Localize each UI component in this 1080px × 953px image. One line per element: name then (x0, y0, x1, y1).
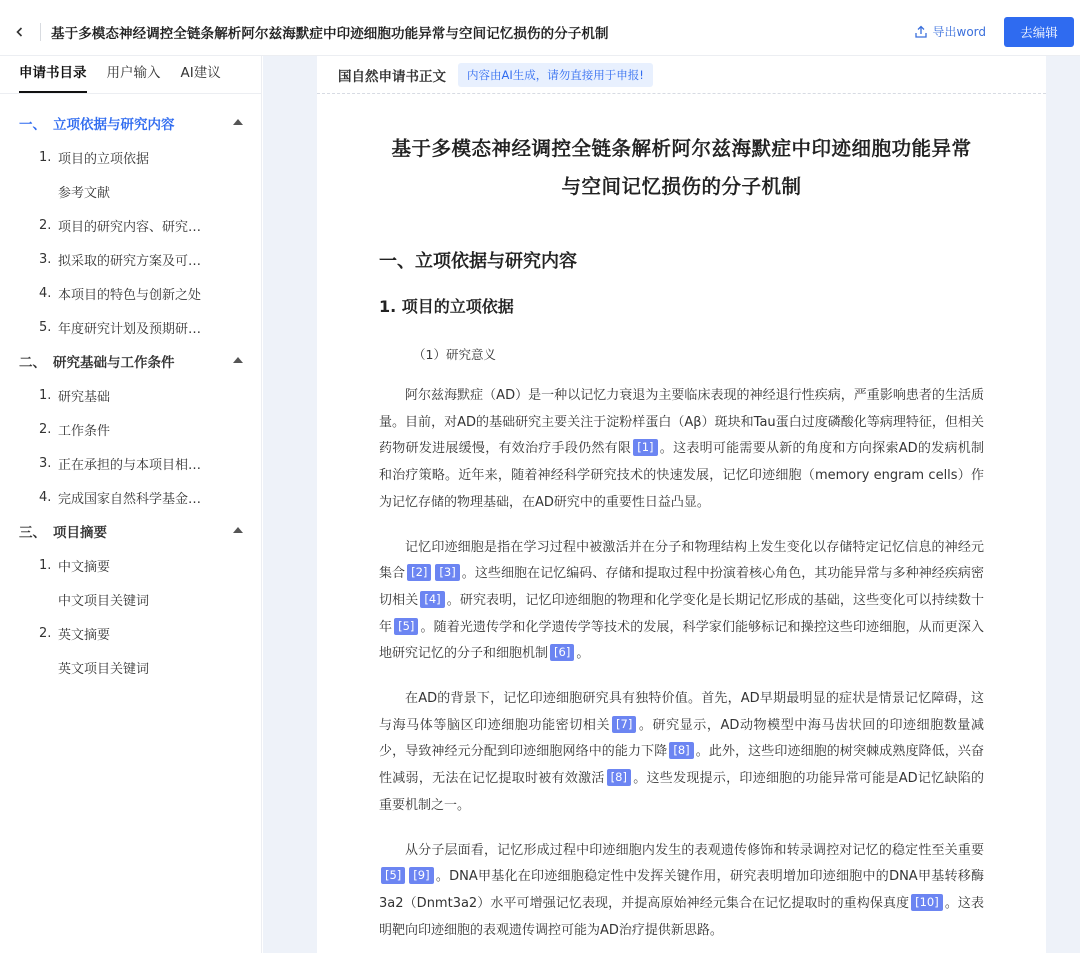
document-title: 基于多模态神经调控全链条解析阿尔兹海默症中印迹细胞功能异常与空间记忆损伤的分子机制 (51, 25, 609, 42)
toc-item[interactable] (0, 276, 261, 310)
paragraph-text: 。DNA甲基化在印迹细胞稳定性中发挥关键作用，研究表明增加印迹细胞中的DNA甲基转移酶3a2（Dnmt3a2）水平可增强记忆表现，并提高原始神经元集合在记忆提取时的重构保真度 (379, 869, 984, 911)
divider (40, 23, 41, 41)
toc-item[interactable] (0, 412, 261, 446)
toc-label: 立项依据与研究内容 (53, 117, 175, 133)
toc-label: 正在承担的与本项目相… (58, 457, 202, 473)
toc-number: 5. (39, 319, 52, 335)
toc-number: 1. (39, 557, 52, 573)
toc-number: 三、 (19, 525, 46, 541)
toc-number: 一、 (19, 117, 46, 133)
right-gutter (1046, 56, 1080, 953)
toc-label: 本项目的特色与创新之处 (58, 287, 202, 303)
left-gutter (263, 56, 317, 953)
document-paper (317, 56, 1046, 953)
toc-item[interactable] (0, 480, 261, 514)
toc-item[interactable] (0, 582, 261, 616)
tab-outline[interactable]: 申请书目录 (19, 61, 87, 93)
toc-label: 研究基础 (58, 389, 111, 405)
table-of-contents (0, 94, 261, 684)
section-heading: 一、立项依据与研究内容 (379, 251, 577, 272)
toc-label: 英文摘要 (58, 627, 111, 643)
toc-label: 研究基础与工作条件 (53, 355, 175, 371)
toc-section[interactable] (0, 344, 261, 378)
toc-label: 中文项目关键词 (58, 593, 150, 609)
citation-badge[interactable]: [3] (435, 564, 459, 581)
back-button[interactable] (0, 8, 40, 56)
body-paragraphs (379, 383, 984, 944)
toc-label: 拟采取的研究方案及可… (58, 253, 202, 269)
toc-item[interactable] (0, 208, 261, 242)
paper-header-label: 国自然申请书正文 (338, 68, 446, 85)
collapse-caret-icon[interactable] (233, 527, 243, 533)
paragraph-text: 在AD的背景下，记忆印迹细胞研究具有独特价值。首先，AD早期最明显的症状是情景记忆障碍，这与海马体等脑区印迹细胞功能密切相关 (379, 691, 984, 733)
citation-badge[interactable]: [5] (394, 618, 418, 635)
citation-badge[interactable]: [9] (409, 867, 433, 884)
paragraph-text: 。这表明靶向印迹细胞的表观遗传调控可能为AD治疗提供新思路。 (379, 895, 984, 938)
paragraph-text: 。此外，这些印迹细胞的树突棘成熟度降低，兴奋性减弱，无法在记忆提取时被有效激活 (379, 744, 984, 787)
paragraph-text: 阿尔兹海默症（AD）是一种以记忆力衰退为主要临床表现的神经退行性疾病，严重影响患者的生活质量。目前，对AD的基础研究主要关注于淀粉样蛋白（Aβ）斑块和Tau蛋白过度磷酸化等病理特征，但相关药物研发进展缓慢，有效治疗手段仍然有限 (379, 388, 984, 457)
citation-badge[interactable]: [6] (550, 644, 574, 661)
citation-badge[interactable]: [1] (633, 439, 657, 456)
toc-section[interactable] (0, 514, 261, 548)
collapse-caret-icon[interactable] (233, 357, 243, 363)
toc-label: 完成国家自然科学基金… (58, 491, 202, 507)
paragraph-text: 。随着光遗传学和化学遗传学等技术的发展，科学家们能够标记和操控这些印迹细胞，从而更深入地研究记忆的分子和细胞机制 (379, 619, 984, 662)
tab-ai-suggestions[interactable]: AI建议 (180, 65, 221, 81)
toc-label: 中文摘要 (58, 559, 111, 575)
toc-number: 二、 (19, 355, 46, 371)
toc-number: 1. (39, 149, 52, 165)
citation-badge[interactable]: [10] (911, 894, 943, 911)
body-paragraph (379, 535, 984, 669)
toc-number: 3. (39, 251, 52, 267)
body-paragraph (379, 686, 984, 820)
paragraph-text: 。研究表明，记忆印迹细胞的物理和化学变化是长期记忆形成的基础，这些变化可以持续数十年 (379, 592, 984, 635)
toc-item[interactable] (0, 174, 261, 208)
toc-number: 2. (39, 625, 52, 641)
edit-button[interactable]: 去编辑 (1004, 17, 1074, 47)
toc-label: 英文项目关键词 (58, 661, 150, 677)
toc-label: 项目的研究内容、研究… (58, 219, 202, 235)
paragraph-text: 。这表明可能需要从新的角度和方向探索AD的发病机制和治疗策略。近年来，随着神经科学研究技术的快速发展，记忆印迹细胞（memory engram cells）作为记忆存储的物理基础，在AD研究中的重要性日益凸显。 (379, 441, 984, 510)
title-line-2: 与空间记忆损伤的分子机制 (561, 175, 802, 198)
citation-badge[interactable]: [5] (381, 867, 405, 884)
toc-number: 2. (39, 421, 52, 437)
ai-notice-badge: 内容由AI生成，请勿直接用于申报! (458, 63, 653, 87)
toc-label: 工作条件 (58, 423, 111, 439)
toc-item[interactable] (0, 446, 261, 480)
toc-item[interactable] (0, 310, 261, 344)
toc-item[interactable] (0, 616, 261, 650)
export-label: 导出word (932, 25, 986, 39)
export-word-button[interactable] (914, 23, 987, 40)
toc-number: 4. (39, 489, 52, 505)
paragraph-text: 。这些发现提示，印迹细胞的功能异常可能是AD记忆缺陷的重要机制之一。 (379, 771, 984, 813)
paper-header (317, 56, 1046, 94)
document-main-title (379, 130, 984, 206)
body-paragraph (379, 383, 984, 517)
toc-label: 项目摘要 (53, 525, 107, 541)
toc-item[interactable] (0, 650, 261, 684)
paragraph-text: 从分子层面看，记忆形成过程中印迹细胞内发生的表观遗传修饰和转录调控对记忆的稳定性至关重要 (405, 842, 984, 858)
citation-badge[interactable]: [4] (420, 591, 444, 608)
export-icon (914, 25, 928, 39)
toc-item[interactable] (0, 548, 261, 582)
citation-badge[interactable]: [8] (607, 769, 631, 786)
citation-badge[interactable]: [7] (612, 716, 636, 733)
document-content (317, 130, 1046, 944)
toc-section[interactable] (0, 106, 261, 140)
paragraph-text: 。研究显示，AD动物模型中海马齿状回的印迹细胞数量减少，导致神经元分配到印迹细胞网络中的能力下降 (379, 717, 984, 760)
chevron-left-icon (14, 26, 26, 38)
tab-user-input[interactable]: 用户输入 (106, 65, 161, 81)
paragraph-text: 。 (576, 646, 590, 662)
toc-number: 2. (39, 217, 52, 233)
subsection-heading: 1. 项目的立项依据 (379, 297, 514, 316)
subsubsection-heading: （1）研究意义 (413, 347, 496, 362)
toc-number: 1. (39, 387, 52, 403)
top-bar (0, 8, 1080, 56)
collapse-caret-icon[interactable] (233, 119, 243, 125)
paragraph-text: 记忆印迹细胞是指在学习过程中被激活并在分子和物理结构上发生变化以存储特定记忆信息的神经元集合 (379, 539, 984, 582)
toc-label: 年度研究计划及预期研… (58, 321, 202, 337)
toc-item[interactable] (0, 378, 261, 412)
toc-label: 参考文献 (58, 185, 111, 201)
toc-label: 项目的立项依据 (58, 151, 150, 167)
toc-item[interactable] (0, 140, 261, 174)
toc-item[interactable] (0, 242, 261, 276)
citation-badge[interactable]: [8] (669, 742, 693, 759)
toc-number: 4. (39, 285, 52, 301)
sidebar (0, 56, 262, 953)
sidebar-tabs (0, 56, 261, 94)
paragraph-text: 。这些细胞在记忆编码、存储和提取过程中扮演着核心角色，其功能异常与多种神经疾病密切相关 (379, 566, 984, 608)
citation-badge[interactable]: [2] (407, 564, 431, 581)
body-paragraph (379, 838, 984, 945)
title-line-1: 基于多模态神经调控全链条解析阿尔兹海默症中印迹细胞功能异常 (391, 137, 972, 160)
toc-number: 3. (39, 455, 52, 471)
